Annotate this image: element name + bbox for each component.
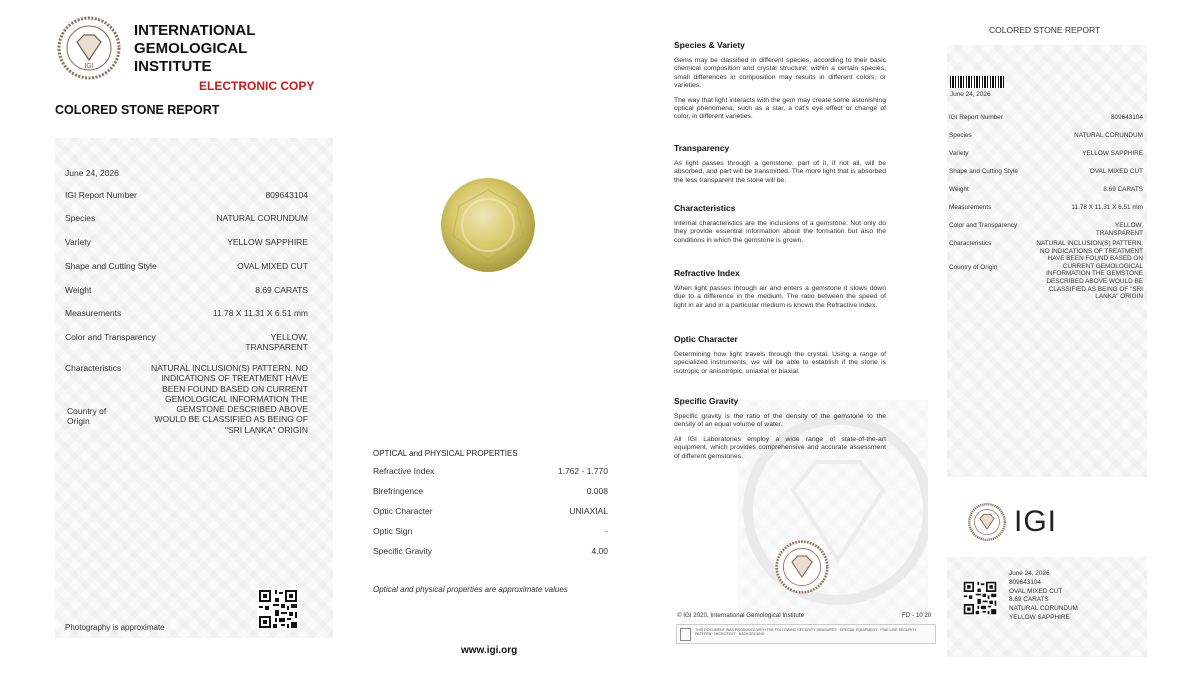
right-value: YELLOW, TRANSPARENT bbox=[1095, 222, 1143, 237]
section-paragraph: Specific gravity is the ratio of the density of the gemstone to the density of an equal volume of water. bbox=[674, 413, 886, 429]
right-label: Color and Transparency bbox=[949, 222, 1018, 229]
mini-card-text bbox=[1009, 570, 1078, 623]
optical-value: 4.00 bbox=[591, 546, 608, 556]
qr-code-icon bbox=[257, 588, 299, 630]
field-value: YELLOW, TRANSPARENT bbox=[245, 332, 308, 352]
field-value: OVAL MIXED CUT bbox=[237, 261, 308, 271]
optical-label: Optic Character bbox=[373, 506, 433, 516]
section-heading: Refractive Index bbox=[674, 268, 740, 278]
field-label: Variety bbox=[65, 237, 91, 247]
field-label: Species bbox=[65, 213, 96, 223]
info-section bbox=[674, 143, 886, 185]
right-label: Shape and Cutting Style bbox=[949, 168, 1018, 175]
right-label: IGI Report Number bbox=[949, 114, 1003, 121]
field-label: Measurements bbox=[65, 308, 122, 318]
info-section bbox=[674, 334, 886, 376]
org-line3: INSTITUTE bbox=[134, 58, 212, 75]
field-label: Country of Origin bbox=[67, 406, 107, 426]
right-value: 809643104 bbox=[1111, 114, 1143, 121]
field-label: Shape and Cutting Style bbox=[65, 261, 157, 271]
igi-logo-text: IGI bbox=[1014, 505, 1058, 538]
optical-label: Optic Sign bbox=[373, 526, 413, 536]
mini-shape: OVAL MIXED CUT bbox=[1009, 587, 1063, 595]
optical-label: Specific Gravity bbox=[373, 546, 433, 556]
photography-note: Photography is approximate bbox=[65, 623, 165, 632]
mini-date: June 24, 2026 bbox=[1009, 570, 1050, 577]
barcode-icon bbox=[950, 76, 1004, 88]
right-label: Species bbox=[949, 132, 972, 139]
field-value: 8.69 CARATS bbox=[255, 285, 308, 295]
optical-label: Birefringence bbox=[373, 486, 424, 496]
optical-note: Optical and physical properties are approximate values bbox=[373, 585, 568, 594]
right-label: Characteristics bbox=[949, 240, 992, 247]
right-value: OVAL MIXED CUT bbox=[1089, 168, 1143, 175]
report-date: June 24, 2026 bbox=[65, 168, 119, 178]
document-icon bbox=[680, 628, 691, 641]
disclaimer-text: THIS DOCUMENT WAS PRODUCED WITH THE FOLLOWING SECURITY MEASURES · SPECIAL EQUIPMENT · FINE LINE SECURITY PATTERN · MICROTEXT · BACKGROUND bbox=[695, 628, 917, 637]
org-name bbox=[134, 22, 255, 76]
field-value: 11.78 X 11.31 X 6.51 mm bbox=[212, 308, 308, 318]
field-label: Weight bbox=[65, 285, 92, 295]
electronic-copy-label: ELECTRONIC COPY bbox=[199, 79, 315, 93]
org-line2: GEMOLOGICAL bbox=[134, 40, 248, 57]
section-paragraph: Internal characteristics are the inclusions of a gemstone. Not only do they provide essential information about the formation but also the conditions in which the gemstone is grown. bbox=[674, 220, 886, 244]
right-label: Weight bbox=[949, 186, 969, 193]
section-heading: Transparency bbox=[674, 143, 730, 153]
igi-seal-icon bbox=[968, 503, 1006, 541]
section-paragraph: Gems may be classified in different species, according to their basic chemical composition and crystal structure; within a certain species, small differences in composition may results in different colors, or varieties. bbox=[674, 57, 886, 90]
section-heading: Species & Variety bbox=[674, 40, 745, 50]
svg-text:IGI: IGI bbox=[84, 63, 94, 70]
section-paragraph: All IGI Laboratories employ a wide range of state-of-the-art equipment, which provides comprehensive and accurate assessment of different gemstones. bbox=[674, 435, 886, 460]
right-value: NATURAL CORUNDUM bbox=[1074, 132, 1143, 139]
gemstone-photo bbox=[439, 176, 537, 274]
mini-report-number: 809643104 bbox=[1009, 578, 1041, 586]
info-section bbox=[674, 40, 886, 122]
field-label: Color and Transparency bbox=[65, 332, 156, 342]
section-heading: Optic Character bbox=[674, 334, 738, 344]
section-paragraph: Determining how light travels through the crystal. Using a range of specialized instruments, we will be able to establish if the stone is isotropic or anisotropic, uniaxial or biaxial. bbox=[674, 351, 886, 375]
report-card bbox=[55, 138, 333, 638]
field-label: Characteristics bbox=[65, 363, 122, 373]
right-label: Measurements bbox=[949, 204, 992, 211]
right-value: YELLOW SAPPHIRE bbox=[1082, 150, 1143, 157]
field-value: NATURAL INCLUSION(S) PATTERN. NO INDICATIONS OF TREATMENT HAVE BEEN FOUND BASED ON CURRENT GEMOLOGICAL INFORMATION THE GEMSTONE DESCRIBED ABOVE WOULD BE CLASSIFIED AS BEING OF "SRI LANKA" ORIGIN bbox=[151, 363, 308, 435]
section-heading: Characteristics bbox=[674, 203, 736, 213]
website-link[interactable]: www.igi.org bbox=[461, 645, 518, 656]
right-label: Variety bbox=[949, 150, 969, 157]
optical-value: - bbox=[605, 526, 608, 536]
right-value: 8.69 CARATS bbox=[1103, 186, 1143, 193]
mini-variety: YELLOW SAPPHIRE bbox=[1009, 613, 1070, 621]
right-report-card bbox=[947, 45, 1147, 477]
right-value: NATURAL INCLUSION(S) PATTERN. NO INDICATIONS OF TREATMENT HAVE BEEN FOUND BASED ON CURRENT GEMOLOGICAL INFORMATION THE GEMSTONE DESCRIBED ABOVE WOULD BE CLASSIFIED AS BEING OF "SRI LANKA" ORIGIN bbox=[1036, 240, 1143, 301]
section-paragraph: As light passes through a gemstone, part of it, if not all, will be absorbed, and part will be transmitted. The more light that is absorbed the less transparent the stone will be. bbox=[674, 160, 886, 184]
right-date: June 24, 2026 bbox=[950, 91, 991, 98]
field-label: IGI Report Number bbox=[65, 190, 137, 200]
field-value: 809643104 bbox=[265, 190, 308, 200]
igi-seal-icon bbox=[57, 16, 121, 80]
optical-properties-title: OPTICAL and PHYSICAL PROPERTIES bbox=[373, 449, 518, 458]
right-value: 11.78 X 11.31 X 6.51 mm bbox=[1071, 204, 1143, 211]
org-line1: INTERNATIONAL bbox=[134, 22, 256, 39]
mini-species: NATURAL CORUNDUM bbox=[1009, 605, 1078, 613]
mini-card bbox=[947, 557, 1147, 657]
security-disclaimer bbox=[676, 624, 936, 644]
igi-logo bbox=[968, 503, 1078, 543]
right-label: Country of Origin bbox=[949, 264, 998, 271]
optical-value: 1.762 - 1.770 bbox=[557, 466, 608, 476]
info-section bbox=[674, 396, 886, 461]
info-section bbox=[674, 268, 886, 310]
mini-weight: 8.69 CARATS bbox=[1009, 596, 1049, 604]
igi-seal-icon bbox=[775, 540, 829, 594]
qr-code-icon bbox=[962, 580, 998, 616]
field-value: YELLOW SAPPHIRE bbox=[227, 237, 308, 247]
copyright-text: © IGI 2020, International Gemological Institute bbox=[677, 612, 805, 619]
section-heading: Specific Gravity bbox=[674, 396, 739, 406]
optical-value: UNIAXIAL bbox=[569, 506, 608, 516]
form-code: FD - 10 20 bbox=[902, 612, 932, 619]
section-paragraph: When light passes through air and enters a gemstone it slows down due to a difference in the medium. The ratio between the speed of light in air and in a particular medium is known the Refractive index. bbox=[674, 285, 886, 309]
right-card-title: COLORED STONE REPORT bbox=[989, 25, 1101, 35]
info-section bbox=[674, 203, 886, 245]
optical-label: Refractive Index bbox=[373, 466, 435, 476]
field-value: NATURAL CORUNDUM bbox=[216, 213, 308, 223]
section-paragraph: The way that light interacts with the gem may create some astonishing optical phenomena, such as a star, a cat's eye effect or change of color, in different varieties. bbox=[674, 96, 886, 121]
optical-value: 0.008 bbox=[586, 486, 608, 496]
report-title: COLORED STONE REPORT bbox=[55, 103, 220, 117]
